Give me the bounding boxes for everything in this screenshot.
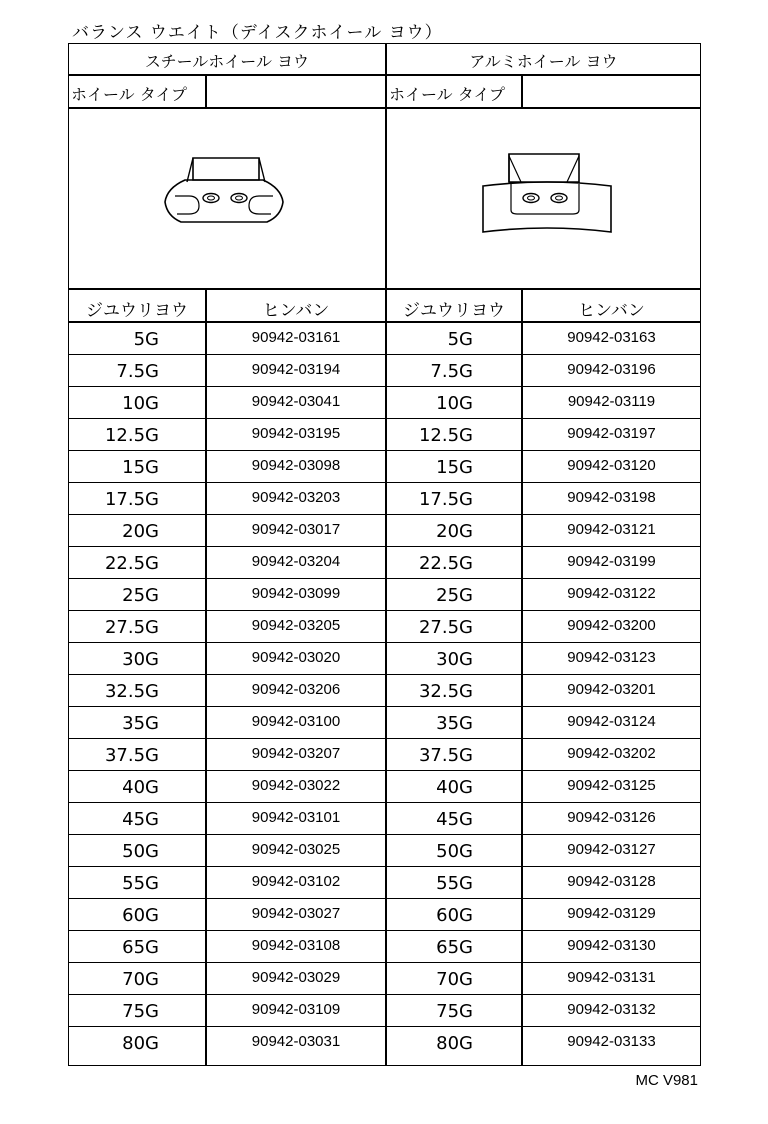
row-rule [69,546,700,547]
steel-part-number-cell: 90942-03022 [251,777,341,794]
steel-part-number-cell: 90942-03161 [251,329,341,346]
alum-part-number-cell: 90942-03196 [567,361,656,378]
alum-part-number-cell: 90942-03129 [567,905,656,922]
alum-weight-cell: 70G [436,969,473,990]
steel-part-number-cell: 90942-03205 [251,617,341,634]
steel-part-number-cell: 90942-03099 [251,585,341,602]
row-rule [69,1026,700,1027]
row-rule [69,610,700,611]
alum-part-number-cell: 90942-03163 [567,329,656,346]
row-rule [69,482,700,483]
page-title: バランス ウエイト（デイスクホイール ヨウ） [72,23,443,43]
steel-part-number-cell: 90942-03109 [251,1001,341,1018]
steel-weight-cell: 32.5G [104,681,159,702]
steel-part-number-cell: 90942-03100 [251,713,341,730]
row-rule [69,962,700,963]
steel-weight-cell: 27.5G [104,617,159,638]
steel-part-number-cell: 90942-03207 [251,745,341,762]
steel-weight-cell: 10G [122,393,159,414]
alum-part-number-cell: 90942-03125 [567,777,656,794]
alum-part-number-cell: 90942-03121 [567,521,656,538]
steel-weight-cell: 55G [122,873,159,894]
steel-part-number-cell: 90942-03027 [251,905,341,922]
alum-weight-cell: 12.5G [418,425,473,446]
alum-weight-cell: 80G [436,1033,473,1054]
alum-part-number-cell: 90942-03124 [567,713,656,730]
alum-weight-cell: 35G [436,713,473,734]
section-header-rule [69,74,700,76]
steel-weight-cell: 25G [122,585,159,606]
alum-part-number-cell: 90942-03199 [567,553,656,570]
steel-weight-cell: 17.5G [104,489,159,510]
steel-part-number-cell: 90942-03098 [251,457,341,474]
steel-weight-cell: 5G [133,329,159,350]
steel-weight-cell: 37.5G [104,745,159,766]
steel-part-number-cell: 90942-03031 [251,1033,341,1050]
alum-part-number-cell: 90942-03202 [567,745,656,762]
steel-part-number-cell: 90942-03194 [251,361,341,378]
steel-part-number-cell: 90942-03017 [251,521,341,538]
steel-part-number-cell: 90942-03101 [251,809,341,826]
steel-part-number-cell: 90942-03041 [251,393,341,410]
steel-weight-cell: 70G [122,969,159,990]
steel-part-column-header: ヒンバン [262,301,330,321]
steel-weight-cell: 12.5G [104,425,159,446]
steel-weight-cell: 40G [122,777,159,798]
row-rule [69,450,700,451]
alum-weight-cell: 7.5G [430,361,473,382]
alum-weight-cell: 27.5G [418,617,473,638]
wheel-type-rule [69,107,700,109]
row-rule [69,802,700,803]
alum-weight-cell: 15G [436,457,473,478]
row-rule [69,418,700,419]
steel-weight-cell: 7.5G [116,361,159,382]
alum-part-number-cell: 90942-03133 [567,1033,656,1050]
row-rule [69,642,700,643]
steel-weight-cell: 22.5G [104,553,159,574]
steel-weight-cell: 80G [122,1033,159,1054]
alum-wheel-type-divider [521,75,523,108]
steel-part-number-cell: 90942-03195 [251,425,341,442]
row-rule [69,578,700,579]
steel-part-number-cell: 90942-03025 [251,841,341,858]
steel-wheel-type-divider [205,75,207,108]
alum-part-number-cell: 90942-03132 [567,1001,656,1018]
steel-wheel-clip-weight-icon [159,152,289,232]
alum-wheel-clip-weight-icon [477,148,617,240]
steel-wheel-type-label: ホイール タイプ [71,85,187,104]
alum-weight-cell: 60G [436,905,473,926]
alum-section-title: アルミホイール ヨウ [469,52,618,71]
alum-part-number-cell: 90942-03200 [567,617,656,634]
alum-weight-cell: 22.5G [418,553,473,574]
alum-wheel-type-label: ホイール タイプ [389,85,505,104]
steel-part-number-cell: 90942-03204 [251,553,341,570]
alum-part-column-header: ヒンバン [578,301,645,321]
column-header-rule [69,321,700,323]
steel-weight-cell: 15G [122,457,159,478]
drawing-code: MC V981 [635,1072,698,1089]
steel-weight-cell: 75G [122,1001,159,1022]
row-rule [69,386,700,387]
steel-part-number-cell: 90942-03203 [251,489,341,506]
alum-part-number-cell: 90942-03123 [567,649,656,666]
alum-weight-cell: 25G [436,585,473,606]
alum-weight-cell: 30G [436,649,473,670]
steel-weight-cell: 30G [122,649,159,670]
alum-part-number-cell: 90942-03131 [567,969,656,986]
row-rule [69,994,700,995]
alum-part-number-cell: 90942-03198 [567,489,656,506]
row-rule [69,706,700,707]
steel-part-number-cell: 90942-03108 [251,937,341,954]
steel-weight-cell: 45G [122,809,159,830]
alum-part-number-cell: 90942-03122 [567,585,656,602]
row-rule [69,514,700,515]
steel-part-number-cell: 90942-03206 [251,681,341,698]
alum-weight-cell: 55G [436,873,473,894]
steel-part-number-cell: 90942-03020 [251,649,341,666]
row-rule [69,866,700,867]
steel-part-number-cell: 90942-03029 [251,969,341,986]
alum-weight-cell: 20G [436,521,473,542]
row-rule [69,834,700,835]
alum-part-number-cell: 90942-03126 [567,809,656,826]
steel-weight-cell: 60G [122,905,159,926]
drawing-area-rule [69,288,700,290]
alum-weight-cell: 40G [436,777,473,798]
alum-weight-cell: 50G [436,841,473,862]
alum-part-number-cell: 90942-03127 [567,841,656,858]
alum-weight-cell: 5G [447,329,473,350]
alum-part-number-cell: 90942-03197 [567,425,656,442]
row-rule [69,674,700,675]
alum-part-number-cell: 90942-03201 [567,681,656,698]
steel-weight-cell: 20G [122,521,159,542]
alum-weight-cell: 65G [436,937,473,958]
row-rule [69,930,700,931]
steel-weight-column-header: ジユウリヨウ [86,301,188,321]
alum-weight-cell: 37.5G [418,745,473,766]
alum-weight-cell: 10G [436,393,473,414]
alum-weight-cell: 45G [436,809,473,830]
row-rule [69,738,700,739]
steel-weight-cell: 65G [122,937,159,958]
alum-weight-cell: 32.5G [418,681,473,702]
steel-section-title: スチールホイール ヨウ [144,52,310,71]
steel-weight-cell: 35G [122,713,159,734]
row-rule [69,898,700,899]
alum-weight-cell: 17.5G [418,489,473,510]
alum-weight-column-header: ジユウリヨウ [403,301,505,321]
row-rule [69,770,700,771]
alum-part-number-cell: 90942-03120 [567,457,656,474]
steel-part-number-cell: 90942-03102 [251,873,341,890]
alum-part-number-cell: 90942-03119 [567,393,656,410]
alum-part-number-cell: 90942-03130 [567,937,656,954]
alum-weight-cell: 75G [436,1001,473,1022]
alum-part-number-cell: 90942-03128 [567,873,656,890]
row-rule [69,354,700,355]
balance-weight-table [68,43,701,1066]
steel-weight-cell: 50G [122,841,159,862]
